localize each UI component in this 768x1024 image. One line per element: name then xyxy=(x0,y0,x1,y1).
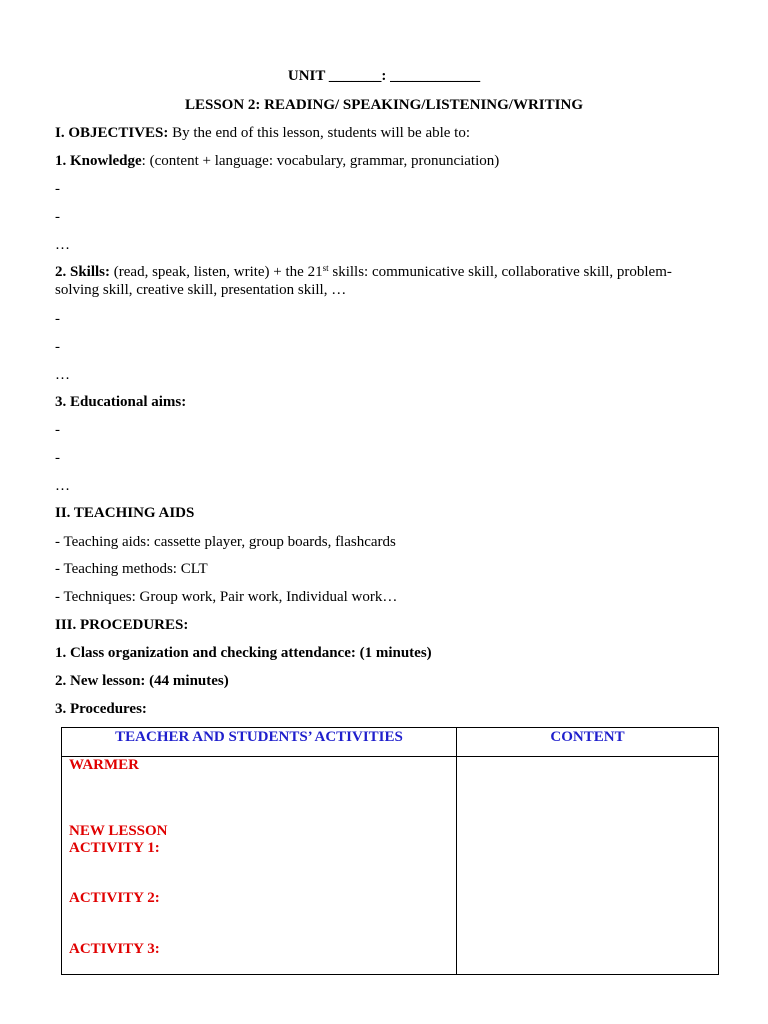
aims-heading: 3. Educational aims: xyxy=(55,394,187,410)
content-cell xyxy=(457,757,719,975)
knowledge-item: - xyxy=(55,181,60,197)
procedure-step-1: 1. Class organization and checking attendance: (1 minutes) xyxy=(55,645,432,661)
aims-item: - xyxy=(55,450,60,466)
procedure-step-2: 2. New lesson: (44 minutes) xyxy=(55,673,229,689)
procedure-step-3: 3. Procedures: xyxy=(55,701,147,717)
procedures-heading: III. PROCEDURES: xyxy=(55,617,189,633)
warmer-label: WARMER xyxy=(69,757,139,773)
aims-item: - xyxy=(55,422,60,438)
teaching-aids-line: - Teaching aids: cassette player, group boards, flashcards xyxy=(55,534,396,550)
knowledge-heading: 1. Knowledge: (content + language: vocabulary, grammar, pronunciation) xyxy=(55,153,500,169)
knowledge-item: - xyxy=(55,209,60,225)
skills-item: - xyxy=(55,339,60,355)
activity-3-label: ACTIVITY 3: xyxy=(69,941,160,957)
lesson-title: LESSON 2: READING/ SPEAKING/LISTENING/WRITING xyxy=(184,97,583,113)
objectives-heading: I. OBJECTIVES: By the end of this lesson, students will be able to: xyxy=(55,125,471,141)
techniques-line: - Techniques: Group work, Pair work, Individual work… xyxy=(55,589,398,605)
activities-cell xyxy=(62,757,457,975)
unit-line: UNIT _______: ____________ xyxy=(287,68,481,84)
procedures-table xyxy=(61,727,719,975)
activity-2-label: ACTIVITY 2: xyxy=(69,890,160,906)
teaching-methods-line: - Teaching methods: CLT xyxy=(55,561,208,577)
new-lesson-label: NEW LESSON xyxy=(69,823,168,839)
skills-item: - xyxy=(55,311,60,327)
teaching-aids-heading: II. TEACHING AIDS xyxy=(55,505,195,521)
skills-heading: 2. Skills: (read, speak, listen, write) + the 21st skills: communicative skill, collaborative skill, problem-solving skill, creative skill, presentation skill, … xyxy=(55,263,672,298)
knowledge-item: … xyxy=(55,237,70,253)
aims-item: … xyxy=(55,478,70,494)
skills-item: … xyxy=(55,367,70,383)
activity-1-label: ACTIVITY 1: xyxy=(69,840,160,856)
activities-column-header: TEACHER AND STUDENTS’ ACTIVITIES xyxy=(62,728,457,757)
content-column-header: CONTENT xyxy=(457,728,719,757)
